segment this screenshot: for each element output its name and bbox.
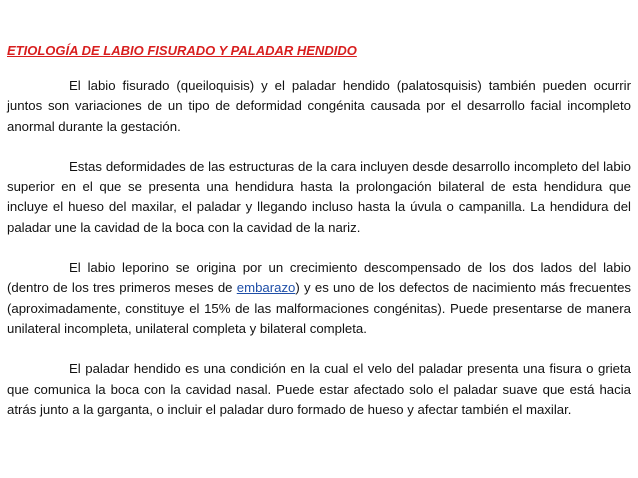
- paragraph-3-text-before: El labio leporino se origina por un crecimiento descompensado de los dos lados del labio (dentro de los tres primeros meses de: [7, 260, 631, 296]
- embarazo-link[interactable]: embarazo: [236, 280, 296, 296]
- paragraph-4: El paladar hendido es una condición en la cual el velo del paladar presenta una fisura o grieta que comunica la boca con la cavidad nasal. Puede estar afectado solo el paladar suave que está hacia atrás junto a la garganta, o incluir el paladar duro formado de hueso y afectar también el maxilar.: [7, 361, 631, 417]
- paragraph-1: El labio fisurado (queiloquisis) y el paladar hendido (palatosquisis) también pueden ocurrir juntos son variaciones de un tipo de deformidad congénita causada por el desarrollo facial incompleto anormal durante la gestación.: [7, 78, 631, 134]
- document-page: [7, 42, 631, 440]
- paragraph-3: [7, 258, 631, 339]
- paragraph-2: Estas deformidades de las estructuras de la cara incluyen desde desarrollo incompleto del labio superior en el que se presenta una hendidura hasta la prolongación bilateral de esta hendidura que incluye el hueso del maxilar, el paladar y llegando incluso hasta la úvula o campanilla. La hendidura del paladar une la cavidad de la boca con la cavidad de la nariz.: [7, 158, 631, 235]
- document-title: ETIOLOGÍA DE LABIO FISURADO Y PALADAR HENDIDO: [7, 43, 357, 58]
- paragraph-3-text-after: ) y es uno de los defectos de nacimiento más frecuentes (aproximadamente, constituye el 15% de las malformaciones congénitas). Puede presentarse de manera unilateral incompleta, unilateral completa y bilateral completa.: [7, 280, 631, 336]
